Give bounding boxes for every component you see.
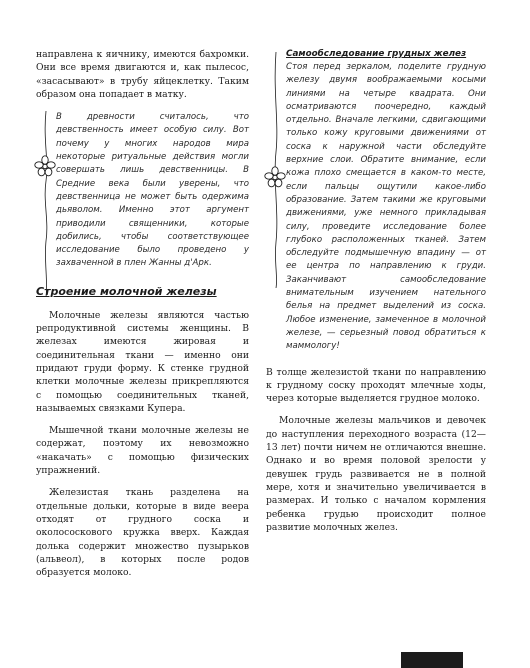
- box-text: Стоя перед зеркалом, поделите грудную железу двумя воображаемыми косыми линиями на четыре квадрата. Они осматриваются поочередно, каждый отдельно. Вначале легкими, сдвигающими только кожу круговыми движениями от соска к наружной части обследуйте верхние слои. Обратите внимание, если кожа плохо смещается в каком-то месте, если пальцы ощутили какое-либо образование. Затем такими же круговыми движениями, уже немного прикладывая силу, проведите исследование более глубоко расположенных тканей. Затем обследуйте подмышечную впадину — от ее центра по направлению к груди. Заканчивают самообследование внимательным изучением нательного белья на предмет выделений из соска. Любое изменение, замеченное в молочной железе, — серьезный повод обратиться к маммологу!: [286, 62, 486, 352]
- self-exam-box: [266, 48, 486, 354]
- note-vine-line: [40, 111, 50, 297]
- body-paragraph: Железистая ткань разделена на отдельные дольки, которые в виде веера отходят от грудного соска и околососкового кружка вверх. Каждая долька содержит множество пузырьков (альвеол), в которых после родов образуется молоко.: [36, 487, 249, 579]
- left-column: [36, 48, 249, 579]
- page-corner-mark: [401, 652, 463, 668]
- flower-icon: [34, 155, 56, 181]
- right-column: [266, 48, 486, 534]
- intro-paragraph: направлена к яичнику, имеются бахромки. Они все время двигаются и, как пылесос, «засасывают» в трубу яйцеклетку. Таким образом она попадает в матку.: [36, 49, 249, 100]
- flower-icon: [264, 166, 286, 192]
- body-paragraph: Мышечной ткани молочные железы не содержат, поэтому их невозможно «накачать» с помощью физических упражнений.: [36, 425, 249, 477]
- history-note: [36, 111, 249, 271]
- body-paragraph: В толще железистой ткани по направлению к грудному соску проходят млечные ходы, через которые выделяется грудное молоко.: [266, 366, 486, 405]
- body-paragraph: Молочные железы мальчиков и девочек до наступления переходного возраста (12—13 лет) почти ничем не отличаются внешне. Однако и во время половой зрелости у девушек грудь развивается не в полной мере, хотя и значительно увеличивается в размерах. И только с началом кормления ребенка грудью происходит полное развитие молочных желез.: [266, 415, 486, 533]
- section-title: Строение молочной железы: [36, 284, 217, 298]
- body-paragraph: Молочные железы являются частью репродуктивной системы женщины. В железах имеются жировая и соединительная ткани — именно они придают груди форму. К стенке грудной клетки молочные железы прикрепляются с помощью соединительных тканей, называемых связками Купера.: [36, 309, 249, 414]
- history-note-text: В древности считалось, что девственность имеет особую силу. Вот почему у многих народов мира некоторые ритуальные действия могли совершать лишь девственницы. В Средние века были уверены, что девственница не может быть одержима дьяволом. Именно этот аргумент приводили священники, которые добились, чтобы соответствующее исследование было проведено у захваченной в плен Жанны д'Арк.: [56, 112, 249, 269]
- box-title: Самообследование грудных желез: [286, 49, 467, 59]
